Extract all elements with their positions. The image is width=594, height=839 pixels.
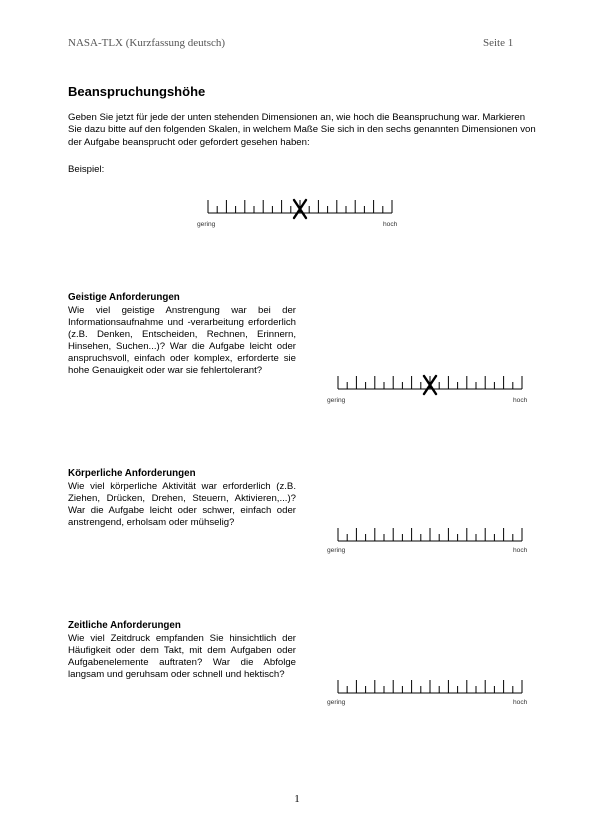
mental-low-label: gering xyxy=(327,397,346,404)
temporal-demand-scale[interactable] xyxy=(337,679,523,701)
intro-text: Geben Sie jetzt für jede der unten stehenden Dimensionen an, wie hoch die Beanspruchung war. Markieren Sie dazu bitte auf den folgenden Skalen, in welchem Maße Sie sich in den sechs genannten Dimensionen von der Aufgabe beansprucht oder gefordert gesehen haben: xyxy=(68,112,536,148)
section-title: Körperliche Anforderungen xyxy=(68,468,196,479)
physical-high-label: hoch xyxy=(513,547,528,554)
section-title: Geistige Anforderungen xyxy=(68,292,180,303)
temporal-high-label: hoch xyxy=(513,699,528,706)
section-text: Wie viel körperliche Aktivität war erforderlich (z.B. Ziehen, Drücken, Drehen, Steuern, Aktivieren,...)? War die Aufgabe leicht oder schwer, einfach oder anstrengend, erholsam oder mühselig? xyxy=(68,481,296,529)
physical-low-label: gering xyxy=(327,547,346,554)
physical-demand-scale[interactable] xyxy=(337,527,523,549)
example-low-label: gering xyxy=(197,221,216,228)
page-number: 1 xyxy=(294,793,300,805)
section-title: Zeitliche Anforderungen xyxy=(68,620,181,631)
section-text: Wie viel Zeitdruck empfanden Sie hinsichtlich der Häufigkeit oder dem Takt, mit dem Aufgaben oder Aufgabenelemente auftraten? War die Abfolge langsam und geruhsam oder schnell und hektisch? xyxy=(68,633,296,681)
example-high-label: hoch xyxy=(383,221,398,228)
header-right: Seite 1 xyxy=(483,37,514,49)
example-scale[interactable] xyxy=(207,199,393,221)
page-title: Beanspruchungshöhe xyxy=(68,84,206,99)
temporal-low-label: gering xyxy=(327,699,346,706)
mental-demand-scale[interactable] xyxy=(337,375,523,397)
section-text: Wie viel geistige Anstrengung war bei der Informationsaufnahme und -verarbeitung erforderlich (z.B. Denken, Entscheiden, Rechnen, Erinnern, Hinsehen, Suchen...)? War die Aufgabe leicht oder anspruchsvoll, einfach oder komplex, erforderte sie hohe Genauigkeit oder war sie fehlertolerant? xyxy=(68,305,296,377)
mental-high-label: hoch xyxy=(513,397,528,404)
header-left: NASA-TLX (Kurzfassung deutsch) xyxy=(68,37,226,49)
example-label: Beispiel: xyxy=(68,164,105,175)
